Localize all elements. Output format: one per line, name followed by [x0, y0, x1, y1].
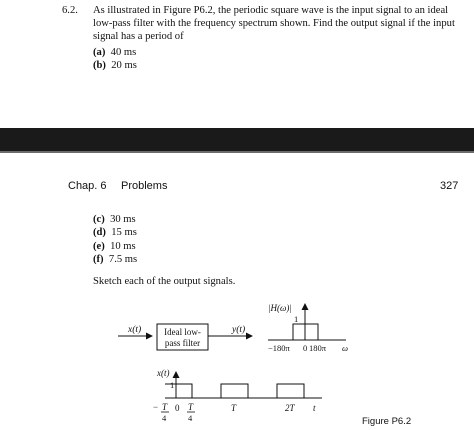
part-a-value: 40 ms [110, 47, 137, 58]
h-level-label: 1 [294, 314, 299, 324]
time-axis-label: t [313, 403, 316, 413]
x-t-label: x(t) [157, 368, 170, 378]
cutoff-pos-label: 180π [309, 343, 327, 353]
wave-level-label: 1 [170, 380, 175, 390]
part-e-label: (e) [93, 241, 105, 252]
problem-text-line-2: low-pass filter with the frequency spectrum shown. Find the output signal if the input [93, 18, 455, 29]
part-b-label: (b) [93, 60, 106, 71]
pos-quarter-den: 4 [188, 413, 193, 423]
neg-quarter-den: 4 [162, 413, 167, 423]
period-t-label: T [231, 403, 237, 413]
filter-box-line-1: Ideal low- [164, 327, 201, 337]
part-f-value: 7.5 ms [108, 254, 138, 265]
frequency-response-plot [268, 303, 348, 353]
part-c-value: 30 ms [110, 214, 136, 225]
instruction-text: Sketch each of the output signals. [93, 276, 236, 287]
part-b-value: 20 ms [111, 60, 137, 71]
block-diagram [118, 324, 252, 350]
problem-text-line-1: As illustrated in Figure P6.2, the periodic square wave is the input signal to an ideal [93, 5, 449, 16]
spectrum-zero-label: 0 [303, 343, 308, 353]
pos-quarter-num: T [188, 402, 194, 412]
wave-zero-label: 0 [175, 403, 180, 413]
part-d-label: (d) [93, 227, 106, 238]
section-title: Problems [121, 180, 168, 192]
input-signal-label: x(t) [128, 325, 142, 335]
part-e-value: 10 ms [110, 241, 136, 252]
chapter-label: Chap. 6 [68, 180, 107, 192]
page-number: 327 [440, 180, 459, 192]
square-wave-plot [153, 368, 322, 423]
h-omega-label: |H(ω)| [268, 303, 292, 313]
part-c-label: (c) [93, 214, 105, 225]
problem-text-line-3: signal has a period of [93, 31, 184, 42]
part-d-value: 15 ms [111, 227, 137, 238]
figure-caption: Figure P6.2 [362, 416, 412, 427]
neg-sign: − [153, 402, 159, 412]
part-f-label: (f) [93, 254, 104, 265]
neg-quarter-num: T [162, 402, 168, 412]
cutoff-neg-label: −180π [268, 343, 290, 353]
period-2t-label: 2T [285, 403, 295, 413]
part-a-label: (a) [93, 47, 106, 58]
omega-axis-label: ω [342, 343, 349, 353]
output-signal-label: y(t) [232, 325, 246, 335]
problem-number: 6.2. [62, 5, 78, 16]
pulse-2 [277, 384, 304, 398]
filter-box-line-2: pass filter [164, 338, 201, 348]
pulse-1 [221, 384, 248, 398]
